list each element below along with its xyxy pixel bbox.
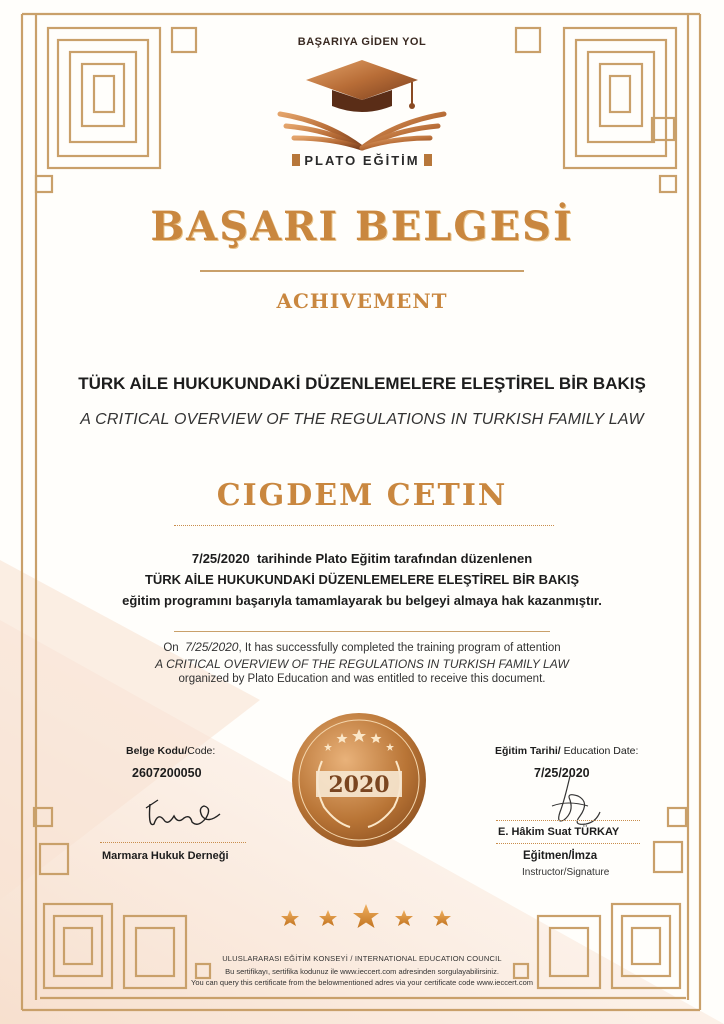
footer-query-tr: Bu sertifikayı, sertifika kodunuz ile www.ieccert.com adresinden sorgulayabilirsiniz. [225,967,499,976]
statement-tr-line-1-text: tarihinde Plato Eğitim tarafından düzenlenen [256,551,533,566]
statement-en-date: 7/25/2020 [185,640,239,654]
star-icon [319,910,337,926]
course-title-en: A CRITICAL OVERVIEW OF THE REGULATIONS IN TURKISH FAMILY LAW [80,411,644,428]
statement-tr [0,548,724,611]
star-icon [433,910,451,926]
graduation-cap-book-icon [268,52,456,156]
left-signatory-org: Marmara Hukuk Derneği [102,850,229,862]
document-code-value: 2607200050 [132,766,202,780]
statement-en-line-1-text: , It has successfully completed the training program of attention [238,642,561,654]
instructor-underline [496,843,640,844]
brand-mark-left [292,154,300,166]
document-code-label [126,745,215,757]
education-date-value: 7/25/2020 [534,766,590,780]
signature-left [140,794,230,834]
statement-tr-line-2: TÜRK AİLE HUKUKUNDAKİ DÜZENLEMELERE ELEŞTİREL BİR BAKIŞ [144,572,580,587]
title-divider [200,270,524,272]
education-date-label-tr: Eğitim Tarihi/ [495,745,561,757]
statement-en-line-2: A CRITICAL OVERVIEW OF THE REGULATIONS IN TURKISH FAMILY LAW [155,656,569,671]
statement-tr-line-1 [0,548,724,569]
statement-tr-date: 7/25/2020 [191,551,250,566]
seal-2020 [290,711,428,849]
education-date-label-en: Education Date: [560,745,639,757]
document-code-label-tr: Belge Kodu/ [126,745,188,757]
brand-name: PLATO EĞİTİM [304,153,420,168]
star-icon [353,904,379,928]
brand-mark-right [424,154,432,166]
footer-query-en: You can query this certificate from the belowmentioned adres via your certificate code www.ieccert.com [191,978,533,987]
logo-tagline: BAŞARIYA GİDEN YOL [297,36,427,48]
statement-en-on: On [163,642,179,654]
certificate-title: BAŞARI BELGESİ [150,203,574,250]
star-icon [395,910,413,926]
seal-year: 2020 [328,772,390,798]
instructor-name: E. Hâkim Suat TÜRKAY [498,826,620,838]
statement-divider [174,631,550,632]
statement-en [0,640,724,688]
left-signature-line [100,842,246,843]
star-icon [281,910,299,926]
recipient-underline [174,525,554,526]
course-title-tr: TÜRK AİLE HUKUKUNDAKİ DÜZENLEMELERE ELEŞTİREL BİR BAKIŞ [78,374,646,393]
statement-en-line-3: organized by Plato Education and was entitled to receive this document. [178,673,546,685]
instructor-role-tr: Eğitmen/İmza [523,850,598,862]
signature-right [540,772,610,832]
rating-stars [276,900,456,936]
education-date-label [495,745,638,757]
document-code-label-en: Code: [187,745,216,757]
statement-en-line-1 [0,640,724,657]
instructor-role-en: Instructor/Signature [522,867,610,878]
right-signature-line [496,820,640,821]
footer-council: ULUSLARARASI EĞİTİM KONSEYİ / INTERNATIONAL EDUCATION COUNCIL [222,954,502,963]
certificate-subtitle: ACHIVEMENT [276,289,448,313]
statement-tr-line-3: eğitim programını başarıyla tamamlayarak bu belgeyi almaya hak kazanmıştır. [122,593,602,608]
recipient-name: CIGDEM CETIN [216,478,508,513]
brand-logo-text [0,153,724,168]
